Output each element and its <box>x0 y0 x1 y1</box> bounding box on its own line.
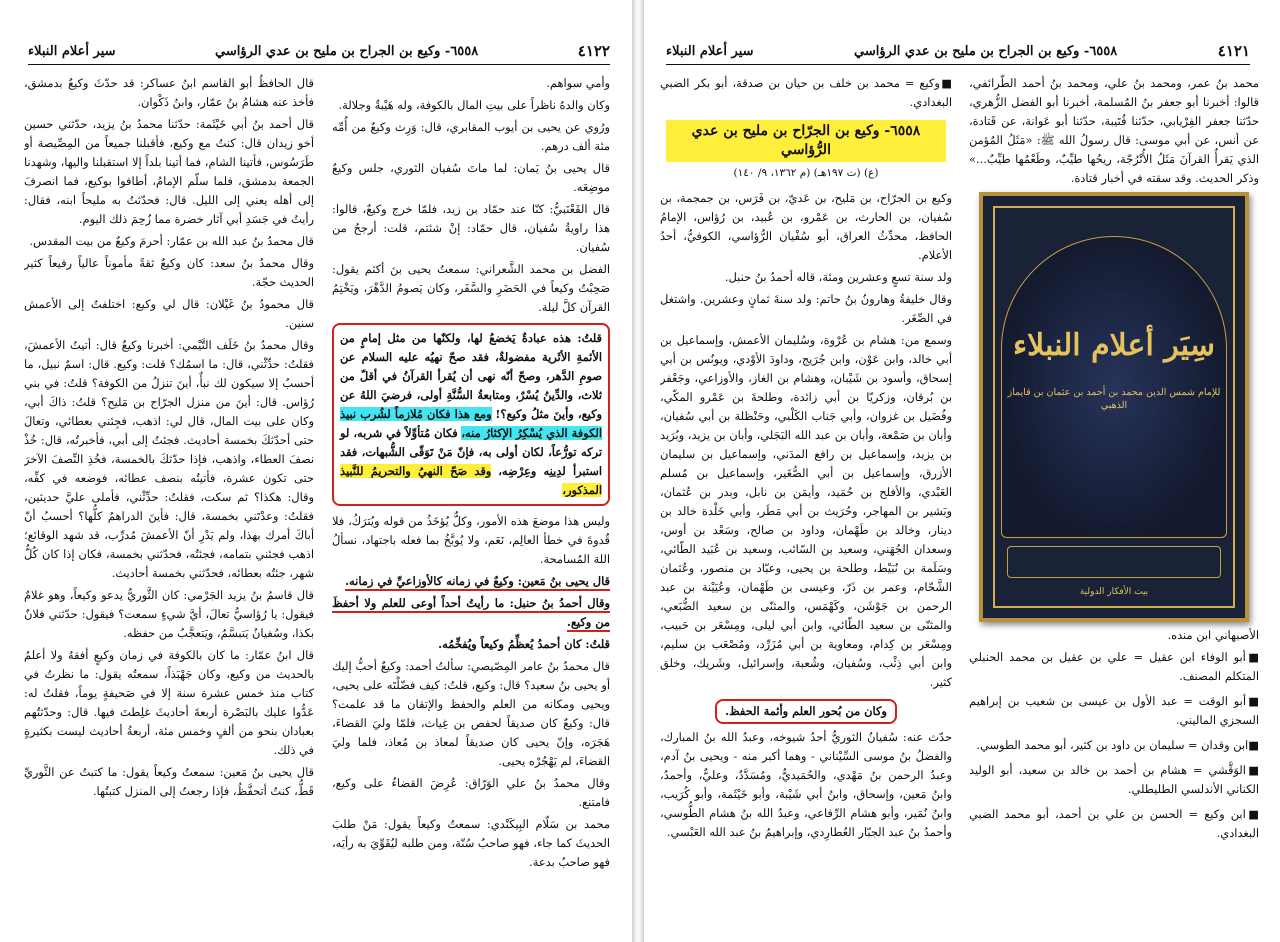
paragraph: قال القَعْنَبيُّ: كنّا عند حمّاد بن زيد، فلمّا خرج وكيعٌ، قالوا: هذا راويةُ سُفيان، قال حمّاد: إنْ شئتم، قلت: أرجحُ من سُفيان. <box>332 202 610 254</box>
underlined-quote: قال يحيى بنُ مَعين: وكيعٌ في زمانه كالأوزاعيِّ في زمانه. <box>345 574 610 591</box>
paragraph: قال يحيى بنُ مَعين: سمعتُ وكيعاً يقول: ما كتبتُ عن الثَّوريِّ قَطُّ، كنتُ أتحفَّظُ، فإذا رجعتُ إلى المنزل كتبتُها. <box>24 765 314 798</box>
paragraph: حدّث عنه: سُفيانُ الثوريُّ أحدُ شيوخه، وعبدُ الله بنُ المبارك، والفضلُ بنُ موسى السِّيْناني - وهما أكبر منه - ويحيى بنُ آدم، وعبدُ الرحمن بنُ مَهْدي، والحُمَيديُّ، ومُسَدَّدٌ، وعليٌّ، وأحمدُ، وابنُ مَعين، وإسحاق، وابنُ أبي شَيْبة، وأبو خَيْثَمة، وأبو كُرَيب، وابنُ نُمَير، وأبو هشام الرِّفاعي، وعبدُ الله بنُ هشام الطُّوسي، وأحمدُ بنُ عبد الجبّار العُطارِدي، وإبراهيمُ بنُ عبد الله العَبْسي. <box>660 730 952 839</box>
paragraph: قال ابنُ عمّار: ما كان بالكوفة في زمان وكيعٍ أفقهُ ولا أعلمُ بالحديث من وكيع، وكان جَهْبَذاً، سمعتُه يقول: ما نظرتُ في كتاب منذ خمس عشرة سنة إلا في صَحيفةٍ يوماً، فقلتُ له: عَدُّوا عليك بالبَصْرة أربعةَ أحاديثَ غلِطتَ فيها. قال: وحدّثتُهم بعبادان بنحو من ألفٍ وخمس مئة، أربعةُ أحاديث ليست بكثيرةٍ في ذلك. <box>24 648 314 757</box>
paragraph: ولد سنة تسعٍ وعشرين ومئة، قاله أحمدُ بنُ حنبل. <box>724 270 952 284</box>
boxed-text: قلتُ: هذه عبادةٌ يَخضعُ لها، ولكنّها من مثل إمامٍ من الأئمةِ الأثَرية مفضولةٌ، فقد صحّ نهيُه عليه السلام عن صومِ الدَّهر، وصحّ أنّه نهى أن يُقرأ القرآنُ في أقلّ من ثلاث، والدِّينُ يُسْرٌ، ومتابعةُ السُّنَّةِ أولى، فرضيَ اللهُ عن وكيع، وأينَ مثلُ وكيع؟! <box>340 331 603 421</box>
paragraph: ورُوي عن يحيى بن أيوب المقابري، قال: وَرِث وكيعٌ من أُمِّه مئة ألف درهم. <box>332 120 610 153</box>
cover-title: سِيَر أعلام النبلاء <box>1013 328 1215 363</box>
page-header <box>28 38 610 65</box>
right-page <box>644 0 1280 942</box>
header-entry-title: ٦٥٥٨- وكيع بن الجراح بن مليح بن عدي الرؤاسي <box>854 43 1118 59</box>
paragraph: محمد بن سَلّام البِيكَنْدي: سمعتُ وكيعاً يقول: مَنْ طلبَ الحديثَ كما جاء، فهو صاحبُ سُنّة، ومن طلبه ليُقَوِّيَ به رأيَه، فهو صاحبُ بدعة. <box>332 817 610 869</box>
paragraph: وقال خليفةُ وهارونُ بنُ حاتم: ولد سنةَ ثمانٍ وعشرين. واشتغل في الصِّغَر. <box>660 292 952 325</box>
book-cover-image <box>979 192 1249 622</box>
index-notes <box>969 648 1259 843</box>
header-book-title: سير أعلام النبلاء <box>666 43 754 59</box>
index-note: ■الوَقَّشي = هشام بن أحمد بن خالد بن سعيد، أبو الوليد الكناني الأندلسي الطليطلي. <box>969 763 1259 796</box>
text-column-right <box>969 74 1259 934</box>
underlined-quote-container <box>332 572 610 591</box>
yellow-highlight: وقد صَحّ النهيُ والتحريمُ للنَّبيذ المذكور، <box>340 464 602 497</box>
paragraph: وقال محمدُ بنُ خَلَف التَّيْمي: أخبرنا وكيعٌ قال: أتيتُ الأعمشَ، فقلتُ: حدِّثْني، قال: ما اسمُك؟ قلت: وكيع. قال: اسمٌ نبيل، ما أحسبُ إلا سيكون لك نبأٌ، أينَ تنزلُ من الكوفة؟ قلتُ: في بني رُؤاس. قال: أينَ من منزل الجرّاح بن مَليح؟ قلتُ: ذاكَ أبي، وكان على بيت المال، قال لي: اذهب، فجِئني بعطائي، وتعالَ حتى أحدّثكَ بخمسة أحاديث. فجئتُ إلى أبي، فأخبرتُه، قال: خُذْ نصفَ العطاء، واذهب، فإذا حدّثكَ بالخمسة، فخُذِ النِّصفَ الآخرَ حتى تكون عشرة، فأتيتُه بنصف عطائه، فوضعه في كفِّه، وقال: هكذا؟ ثم سكت، فقلتُ: حدِّثْني، فأملى عليَّ حديثين، فقلتُ: وعدْتَني بخمسة، قال: فأينَ الدراهمُ كلُّها؟ أحسبُ أنّ أباكَ أمرك بهذا، ولم يَدْرِ أنّ الأعمشَ مُدرِّب، قد شهد الوقائع؛ اذهب فجئني بتمامه، فجئتُه، فحدّثني بخمسة، فكان إذا كان كُلُّ شهر، جئتُه بعطائه، فحدّثني بخمسة أحاديث. <box>24 338 314 580</box>
paragraph: قال يحيى بنُ يَمان: لما ماتَ سُفيان الثوري، جلس وكيعٌ موضِعَه. <box>332 161 610 194</box>
paragraph: قال قاسمُ بنُ يزيد الجَرْمي: كان الثَّوريُّ يدعو وكيعاً، وهو غلامٌ فيقول: يا رُؤاسيُّ تعالَ، أيَّ شيءٍ سمعت؟ فيقول: حدّثني فلانٌ بكذا، وسُفيانُ يَتبسَّمُ، ويَتعجَّبُ من حفظه. <box>24 588 314 640</box>
paragraph: وكان والدهُ ناظراً على بيتِ المال بالكوفة، وله هَيْبةٌ وجلالة. <box>338 98 610 112</box>
index-note: ■ابن وكيع = الحسن بن علي بن أحمد، أبو محمد الضبي البغدادي. <box>969 807 1259 840</box>
paragraph: وقال محمدُ بنُ علي الوَرّاق: عُرِضَ القضاءُ على وكيع، فامتنع. <box>332 776 610 809</box>
paragraph: قال أحمد بنُ أبي خَيْثَمة: حدّثنا محمدُ بنُ يزيد، حدّثني حسين أخو زيدان قال: كنتُ مع وكيع، فأقبلنا جميعاً من المِصِّيصة أو طَرَسُوس، فأتينا الشام، فما أتينا بلداً إلا استقبلنا واليها، وشهدنا الجمعة بدمشق، فلما سلّم الإمامُ، أطافوا بوكيع، فما انصرفَ إلى أهله يعني إلى الليل. قال: فحدّثتُ به مليحاً ابنه، فقال: رأيتُ في جَسَدِ أبي آثار خضرة مما زُحِمَ ذلك اليوم. <box>24 117 314 226</box>
paragraph: قال الحافظُ أبو القاسم ابنُ عساكر: قد حدّثَ وكيعٌ بدمشق، فأخذ عنه هشامُ بنُ عمّار، وابنُ ذَكْوان. <box>24 76 314 109</box>
page-number: ٤١٢٢ <box>577 42 610 60</box>
boxed-line-wrapper <box>660 695 952 728</box>
entry-dates: (ع) (ت ١٩٧هـ) (م ١٣٦٢، ٩/ ١٤٠) <box>733 167 879 179</box>
underlined-quote-container <box>332 594 610 632</box>
underlined-quote: وقال أحمدُ بنُ حنبل: ما رأيتُ أحداً أوعى للعلم ولا أحفظَ من وكيع. <box>332 596 610 632</box>
page-header <box>666 38 1250 65</box>
paragraph: محمد بنُ عمر، ومحمد بنُ علي، ومحمد بنُ أحمد الطَّرائفي، قالوا: أخبرنا أبو جعفر بنُ المُسلمة، أخبرنا أبو الفضل الزُّهري، حدّثنا جعفر الفِرْيابي، حدّثنا قُتَيبة، حدّثنا أبو عَوانة، عن قَتادة، عن أنس، عن أبي موسى: قال رسولُ الله ﷺ: «مَثَلُ المُؤمن الذي يَقرأُ القرآنَ مَثَلُ الأُتْرُجّة، ريحُها طيِّبٌ، وطَعْمُها طيِّبٌ...» وذكر الحديث. وقد سقته في أخبار قتادة. <box>969 76 1259 185</box>
paragraph: قال محمدُ بنُ عامر المِصّيصي: سألتُ أحمد: وكيعٌ أحبُّ إليك أو يحيى بنُ سعيد؟ قال: وكيع، قلتُ: كيف فضّلْتَه على يحيى، ويحيى ومكانه من العلم والحفظ والإتقان ما قد علمت؟ قال: وكيعٌ كان صديقاً لحفص بن غِياث، فلمّا وليَ القضاءَ، هَجَرَه، وإنّ يحيى كان صديقاً لمعاذ بن مُعاذ، فلما وليَ القضاءَ، لم يَهْجُرْه يحيى. <box>332 659 610 768</box>
header-entry-title: ٦٥٥٨- وكيع بن الجراح بن مليح بن عدي الرؤاسي <box>215 43 479 59</box>
cyan-highlight: ومع هذا فكان مُلازماً لشُرب نبيذ الكوفة الذي يُسْكِرُ الإكثارُ منه، <box>340 407 602 440</box>
red-boxed-annotation: وكان من بُحور العلم وأئمة الحفظ. <box>715 699 897 724</box>
paragraph: الأصبهاني ابن منده. <box>1167 628 1259 642</box>
text-column-right <box>332 74 610 934</box>
boxed-text: فكان مُتأوِّلاً في شربه، لو تركه تورُّعاً، لكان أولى به، فإنّ مَنْ تَوَقّى الشُّبهات، فقد استبرأ لدِينِه وعِرْضِه، <box>340 426 602 478</box>
paragraph: وأمي سواهم. <box>546 76 610 90</box>
paragraph: وقال محمدُ بنُ سعد: كان وكيعٌ ثقةً مأموناً عالياً رفيعاً كثير الحديث حجّة. <box>24 256 314 289</box>
paragraph: قلتُ: كان أحمدُ يُعظِّمُ وكيعاً ويُفخِّمُه. <box>438 637 610 651</box>
index-note: ■أبو الوقت = عبد الأول بن عيسى بن شعيب بن إبراهيم السجزي الماليني. <box>969 694 1259 727</box>
entry-title-highlighted: ٦٥٥٨- وكيع بن الجرّاح بن مليح بن عدي الرُّؤاسي <box>666 120 946 162</box>
text-column-left <box>24 74 314 934</box>
paragraph: وكيع بن الجرّاح، بن مَليح، بن عَديّ، بن فَرَس، بن جمجمة، بن سُفيان، بن الحارث، بن عَمْرو، بن عُبيد، بن رُؤاس، الإمامُ الحافظ، محدِّثُ العراق، أبو سُفْيان الرُّؤاسي، الكوفيُّ، أحدُ الأعلام. <box>660 191 952 262</box>
header-book-title: سير أعلام النبلاء <box>28 43 116 59</box>
paragraph: وليس هذا موضعَ هذه الأمور، وكلٌّ يُؤخَذُ من قوله ويُترَكُ، فلا قُدوةَ في خطأ العالِم، نَعَم، ولا يُوبَّخُ بما فعله باجتهاد، نسألُ اللهَ المُسامحة. <box>332 514 610 566</box>
paragraph: قال محمدُ بنُ عبد الله بن عمّار: أحرمَ وكيعٌ من بيت المقدس. <box>29 234 314 248</box>
index-note: ■ابن وقدان = سليمان بن داود بن كثير، أبو محمد الطوسي. <box>976 738 1259 752</box>
paragraph: وسمع من: هشام بن عُرْوة، وسُليمان الأعمش، وإسماعيل بن أبي خالد، وابن عَوْن، وابن جُرَيج، وداودَ الأوْدي، ويونُس بن أبي إسحاق، وأسود بن شَيْبان، وهشام بن الغاز، والأوزاعي، وجَعْفر بن بُرقان، وزكريّا بن أبي زائدة، وطلحةَ بن عَمْرو المكّي، وفُضَيل بن غزوان، وأبي جَناب الكَلْبي، وحَنْظلة بن أبي سُفيان، وأبان بن صَمْعة، وأبان بن عبد الله البَجَلي، وأبان بن يزيد، وبُرَيد بن يزيد، وإسماعيل بن رافع المدَني، وإسماعيل بن سليمان الأزرق، وإسماعيل بن أبي الصُّغَير، وإسماعيل بن مُسلم العَبْدي، والأفلح بن حُمَيد، وأيمَن بن نابل، وبدر بن عُثمان، وبَشير بن المهاجر، وحُرَيث بن أبي مَطَر، وأبي خَلْدة خالد بن دينار، وخالد بن طَهْمان، وداود بن صالح، وسَعْد بن أوس، وسعدان الجُهَني، وسعيد بن السّائب، وسعيد بن عُبَيد الطّائي، وسَلَمة بن نُبَيْط، وطلحة بن يحيى، وعبّاد بن منصور، وعُثمان الشَّحّام، وعمر بن ذَرّ، وعيسى بن طَهْمان، وعُيَيْنة بن عبد الرحمن بن جَوْشَن، وكَهْمَس، والمثنّى بن سعيد الضُّبَعي، والمثنّى بن سعيد الطّائي، وابن أبي ليلى، ومِسْعَر بن حَبيب، ومِسْعَر بن كِدام، ومعاوية بن أبي مُزَرِّد، ومُصْعَب بن سليم، وابن أبي ذِئْب، وسُفيان، وشُعبة، وإسرائيل، وشَريك، وخلق كثير. <box>660 333 952 689</box>
cover-publisher: بيت الأفكار الدولية <box>1079 587 1149 597</box>
paragraph: الفضل بن محمد الشَّعراني: سمعتُ يحيى بنَ أكثم يقول: صَحِبْتُ وكيعاً في الحَضَرِ والسَّفَر، وكان يَصومُ الدَّهْرَ، ويَخْتِمُ القرآن كلَّ ليلة. <box>332 262 610 314</box>
paragraph: قال محمودُ بنُ غَيْلان: قال لي وكيع: اختلفتُ إلى الأعمش سنين. <box>24 297 314 330</box>
cover-subtitle: للإمام شمس الدين محمد بن أحمد بن عثمان بن قايماز الذهبي <box>1007 387 1221 411</box>
index-note: ■أبو الوفاء ابن عقيل = علي بن عقيل بن محمد الحنبلي المتكلم المصنف. <box>969 650 1259 683</box>
page-number: ٤١٢١ <box>1217 42 1250 60</box>
book-spine-gutter <box>632 0 644 942</box>
cover-publisher-frame <box>1007 546 1221 578</box>
text-column-left <box>660 74 952 934</box>
red-boxed-annotation <box>332 323 610 506</box>
left-page <box>0 0 632 942</box>
paragraph: ■وكيع = محمد بن خلف بن حيان بن صدقة، أبو بكر الضبي البغدادي. <box>660 76 952 109</box>
